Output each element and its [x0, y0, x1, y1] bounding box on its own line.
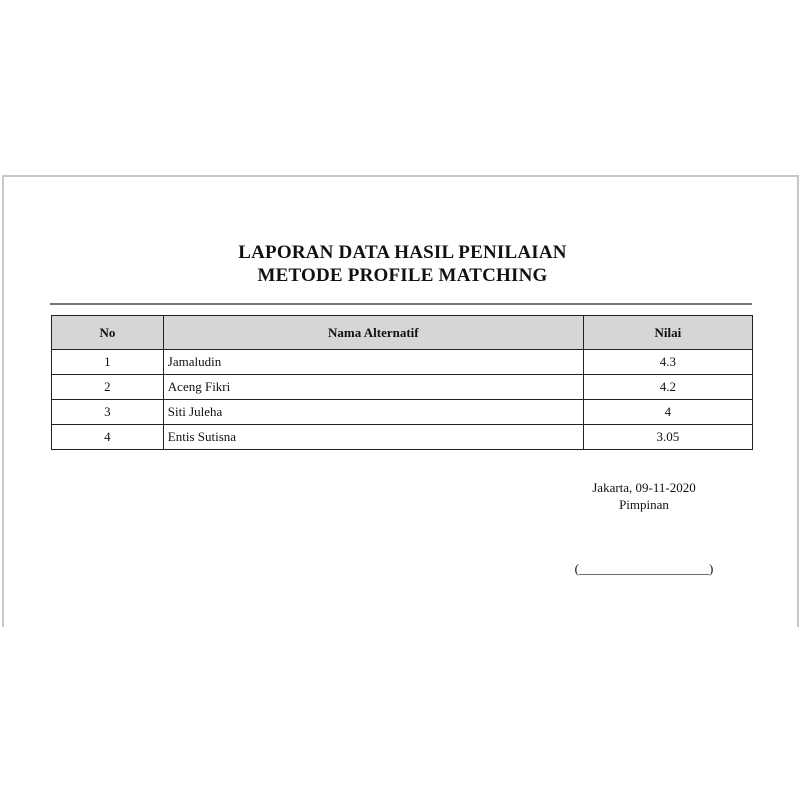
row-no: 1 — [52, 350, 164, 375]
signature-role: Pimpinan — [619, 497, 669, 512]
row-value: 4.2 — [583, 375, 752, 400]
table-row — [52, 425, 753, 450]
row-name: Entis Sutisna — [163, 425, 583, 450]
row-name: Siti Juleha — [163, 400, 583, 425]
header-value: Nilai — [583, 316, 752, 350]
header-name: Nama Alternatif — [163, 316, 583, 350]
report-subtitle: METODE PROFILE MATCHING — [257, 265, 548, 286]
row-value: 4 — [583, 400, 752, 425]
row-value: 4.3 — [583, 350, 752, 375]
report-title: LAPORAN DATA HASIL PENILAIAN — [238, 242, 567, 263]
table-header-row — [52, 316, 753, 350]
report-page — [2, 175, 799, 627]
row-name: Aceng Fikri — [163, 375, 583, 400]
table-row — [52, 400, 753, 425]
title-divider — [50, 303, 752, 305]
row-no: 4 — [52, 425, 164, 450]
row-no: 2 — [52, 375, 164, 400]
row-no: 3 — [52, 400, 164, 425]
row-name: Jamaludin — [163, 350, 583, 375]
row-value: 3.05 — [583, 425, 752, 450]
signature-line: (____________________) — [574, 561, 714, 576]
header-no: No — [52, 316, 164, 350]
signature-place-date: Jakarta, 09-11-2020 — [592, 480, 696, 495]
table-row — [52, 375, 753, 400]
results-table — [51, 315, 753, 450]
table-row — [52, 350, 753, 375]
